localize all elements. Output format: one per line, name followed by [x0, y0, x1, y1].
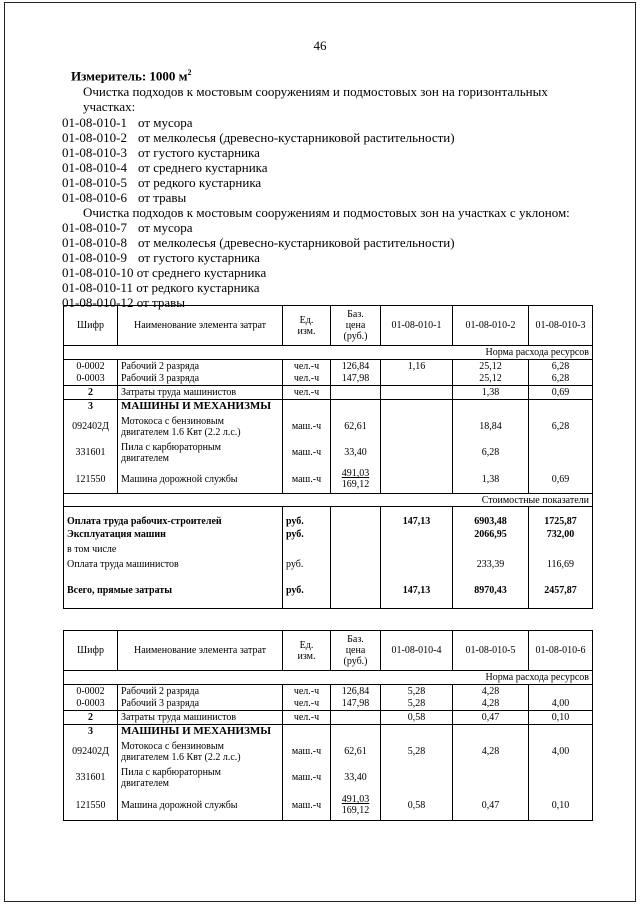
cost-table-1	[63, 305, 593, 609]
col-header-unit: Ед. изм.	[283, 306, 331, 346]
list1-item: 01-08-010-6 от травы	[62, 190, 187, 205]
list2-item: 01-08-010-9 от густого кустарника	[62, 250, 260, 265]
table-row: 0-0003 Рабочий 3 разряда чел.-ч 147,98 5,28 4,28 4,00	[64, 698, 593, 711]
list2-item: 01-08-010-12 от травы	[62, 295, 185, 310]
norma-label: Норма расхода ресурсов	[64, 346, 593, 360]
table-row: 0-0002 Рабочий 2 разряда чел.-ч 126,84 1,16 25,12 6,28	[64, 360, 593, 373]
cost-table-2	[63, 630, 593, 821]
list1-item: 01-08-010-2 от мелколесья (древесно-кустарниковой растительности)	[62, 130, 455, 145]
table-header-row	[64, 306, 593, 346]
table-row: 0-0002 Рабочий 2 разряда чел.-ч 126,84 5,28 4,28	[64, 685, 593, 698]
measure-heading	[71, 68, 192, 84]
list2-item: 01-08-010-11 от редкого кустарника	[62, 280, 260, 295]
col-header-2: 01-08-010-2	[453, 306, 529, 346]
measure-sup: 2	[187, 68, 192, 77]
table-row: 2 Затраты труда машинистов чел.-ч 1,38 0,69	[64, 386, 593, 400]
table-row: 2 Затраты труда машинистов чел.-ч 0,58 0,47 0,10	[64, 711, 593, 725]
table-row: 331601 Пила с карбюраторным двигателем маш.-ч 33,40 6,28	[64, 440, 593, 466]
norma-row	[64, 671, 593, 685]
list2-item: 01-08-010-8 от мелколесья (древесно-кустарниковой растительности)	[62, 235, 455, 250]
col-header-unit: Ед. изм.	[283, 631, 331, 671]
col-header-price: Баз. цена (руб.)	[331, 631, 381, 671]
col-header-name: Наименование элемента затрат	[118, 631, 283, 671]
col-header-6: 01-08-010-6	[529, 631, 593, 671]
list1-item: 01-08-010-4 от среднего кустарника	[62, 160, 268, 175]
intro-2: Очистка подходов к мостовым сооружениям и подмостовых зон на участках с уклоном:	[83, 205, 570, 220]
table-row: 092402Д Мотокоса с бензиновым двигателем 1.6 Квт (2.2 л.с.) маш.-ч 62,61 18,84 6,28	[64, 414, 593, 440]
table-row: 092402Д Мотокоса с бензиновым двигателем 1.6 Квт (2.2 л.с.) маш.-ч 62,61 5,28 4,28 4,00	[64, 739, 593, 765]
list2-item: 01-08-010-10 от среднего кустарника	[62, 265, 267, 280]
table-row: 121550 Машина дорожной службы маш.-ч 491,03 169,12 0,58 0,47 0,10	[64, 791, 593, 821]
summary-row: Оплата труда машинистов руб. 233,39 116,69	[64, 557, 593, 573]
table-row: 331601 Пила с карбюраторным двигателем маш.-ч 33,40	[64, 765, 593, 791]
measure-label: Измеритель: 1000 м	[71, 68, 188, 84]
table-row: 121550 Машина дорожной службы маш.-ч 491,03 169,12 1,38 0,69	[64, 466, 593, 494]
summary-row: Эксплуатация машин руб. 2066,95 732,00	[64, 527, 593, 543]
col-header-5: 01-08-010-5	[453, 631, 529, 671]
page-number: 46	[313, 38, 327, 53]
list1-item: 01-08-010-5 от редкого кустарника	[62, 175, 262, 190]
norma-row	[64, 346, 593, 360]
stoim-row	[64, 494, 593, 507]
section-row: 3 МАШИНЫ И МЕХАНИЗМЫ	[64, 725, 593, 739]
col-header-name: Наименование элемента затрат	[118, 306, 283, 346]
summary-row: Оплата труда рабочих-строителей руб. 147,13 6903,48 1725,87	[64, 507, 593, 527]
col-header-3: 01-08-010-3	[529, 306, 593, 346]
table-row: 0-0003 Рабочий 3 разряда чел.-ч 147,98 25,12 6,28	[64, 373, 593, 386]
stoim-label: Стоимостные показатели	[64, 494, 593, 507]
summary-row: Всего, прямые затраты руб. 147,13 8970,43 2457,87	[64, 573, 593, 609]
intro-1-line-1: Очистка подходов к мостовым сооружениям и подмостовых зон на горизонтальных	[83, 84, 548, 99]
norma-label: Норма расхода ресурсов	[64, 671, 593, 685]
col-header-4: 01-08-010-4	[381, 631, 453, 671]
col-header-code: Шифр	[64, 306, 118, 346]
summary-row: в том числе	[64, 543, 593, 557]
list2-item: 01-08-010-7 от мусора	[62, 220, 193, 235]
table-header-row	[64, 631, 593, 671]
col-header-price: Баз. цена (руб.)	[331, 306, 381, 346]
intro-1-line-2: участках:	[83, 99, 136, 114]
col-header-1: 01-08-010-1	[381, 306, 453, 346]
col-header-code: Шифр	[64, 631, 118, 671]
section-row: 3 МАШИНЫ И МЕХАНИЗМЫ	[64, 400, 593, 414]
list1-item: 01-08-010-1 от мусора	[62, 115, 193, 130]
list1-item: 01-08-010-3 от густого кустарника	[62, 145, 260, 160]
